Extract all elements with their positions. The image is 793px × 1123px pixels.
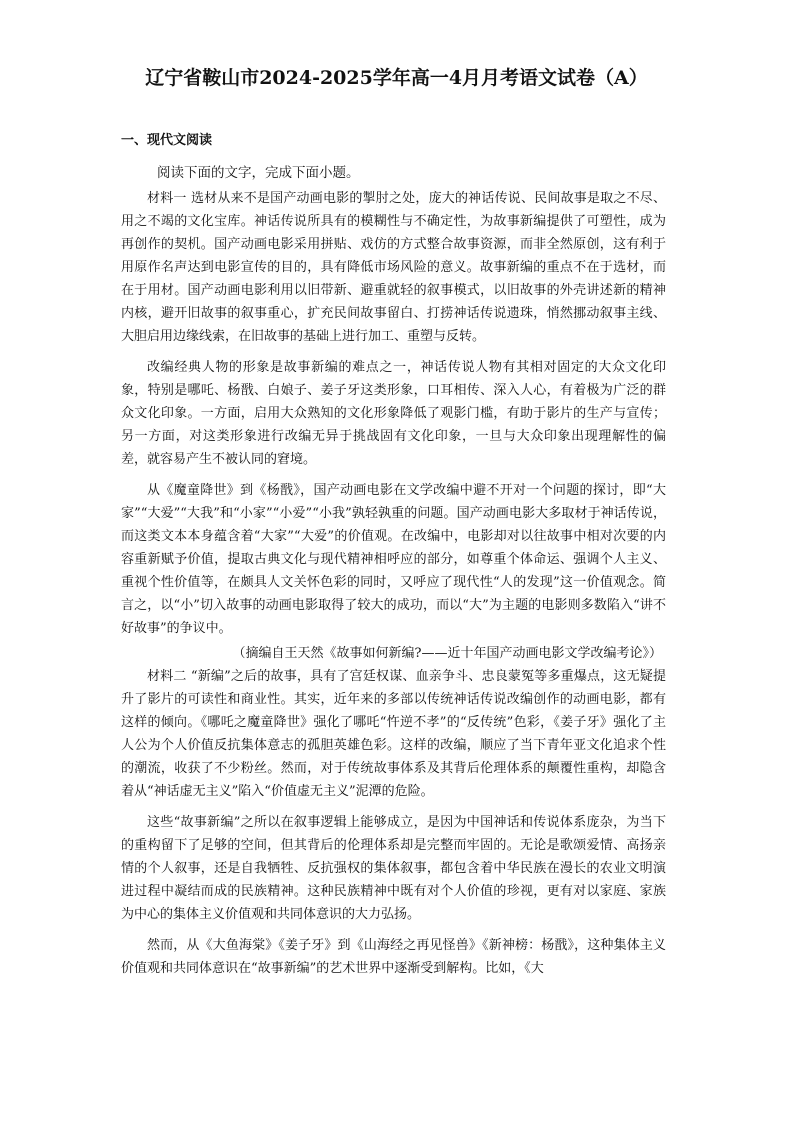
exam-title: 辽宁省鞍山市2024-2025学年高一4月月考语文试卷（A） <box>145 67 648 89</box>
reading-instruction: 阅读下面的文字，完成下面小题。 <box>157 165 360 181</box>
passage-paragraph: 改编经典人物的形象是故事新编的难点之一，神话传说人物有其相对固定的大众文化印象，特别是哪吒、杨戬、白娘子、姜子牙这类形象，口耳相传、深入人心，有着极为广泛的群众文化印象。一方面，启用大众熟知的文化形象降低了观影门槛，有助于影片的生产与宣传；另一方面，对这类形象进行改编无异于挑战固有文化印象，一旦与大众印象出现理解性的偏差，就容易产生不被认同的窘境。 <box>121 360 666 467</box>
passage-paragraph: 这些“故事新编”之所以在叙事逻辑上能够成立，是因为中国神话和传说体系庞杂，为当下的重构留下了足够的空间，但其背后的伦理体系却是完整而牢固的。无论是歌颂爱情、高扬亲情的个人叙事，还是自我牺牲、反抗强权的集体叙事，都包含着中华民族在漫长的农业文明演进过程中凝结而成的民族精神。这种民族精神中既有对个人价值的珍视，更有对以家庭、家族为中心的集体主义价值观和共同体意识的大力弘扬。 <box>121 815 666 922</box>
reading-passage <box>121 187 666 988</box>
passage-paragraph: 然而，从《大鱼海棠》《姜子牙》到《山海经之再见怪兽》《新神榜：杨戬》，这种集体主义价值观和共同体意识在“故事新编”的艺术世界中逐渐受到解构。比如，《大 <box>121 938 666 976</box>
passage-paragraph: 材料一 选材从来不是国产动画电影的掣肘之处，庞大的神话传说、民间故事是取之不尽、用之不竭的文化宝库。神话传说所具有的模糊性与不确定性，为故事新编提供了可塑性，成为再创作的契机。国产动画电影采用拼贴、戏仿的方式整合故事资源，而非全然原创，这有利于用原作名声达到电影宣传的目的，具有降低市场风险的意义。故事新编的重点不在于选材，而在于用材。国产动画电影利用以旧带新、避重就轻的叙事模式，以旧故事的外壳讲述新的精神内核，避开旧故事的叙事重心，扩充民间故事留白、打捞神话传说遗珠，悄然挪动叙事主线、大胆启用边缘线索，在旧故事的基础上进行加工、重塑与反转。 <box>121 191 666 344</box>
source-citation: （摘编自王天然《故事如何新编?——近十年国产动画电影文学改编考论》） <box>232 646 662 661</box>
section-heading: 一、现代文阅读 <box>121 133 213 148</box>
passage-paragraph: 从《魔童降世》到《杨戬》，国产动画电影在文学改编中避不开对一个问题的探讨，即“大家”“大爱”“大我”和“小家”“小爱”“小我”孰轻孰重的问题。国产动画电影大多取材于神话传说，而这类文本本身蕴含着“大家”“大爱”的价值观。在改编中，电影却对以往故事中相对次要的内容重新赋予价值，提取古典文化与现代精神相呼应的部分，如尊重个体命运、强调个人主义、重视个性价值等，在颇具人文关怀色彩的同时，又呼应了现代性“人的发现”这一价值观念。简言之，以“小”切入故事的动画电影取得了较大的成功，而以“大”为主题的电影则多数陷入“讲不好故事”的争议中。 <box>121 483 666 636</box>
passage-paragraph: 材料二 “新编”之后的故事，具有了宫廷权谋、血亲争斗、忠良蒙冤等多重爆点，这无疑提升了影片的可读性和商业性。其实，近年来的多部以传统神话传说改编创作的动画电影，都有这样的倾向。《哪吒之魔童降世》强化了哪吒“忤逆不孝”的“反传统”色彩，《姜子牙》强化了主人公为个人价值反抗集体意志的孤胆英雄色彩。这样的改编，顺应了当下青年亚文化追求个性的潮流，收获了不少粉丝。然而，对于传统故事体系及其背后伦理体系的颠覆性重构，却隐含着从“神话虚无主义”陷入“价值虚无主义”泥潭的危险。 <box>121 669 666 799</box>
